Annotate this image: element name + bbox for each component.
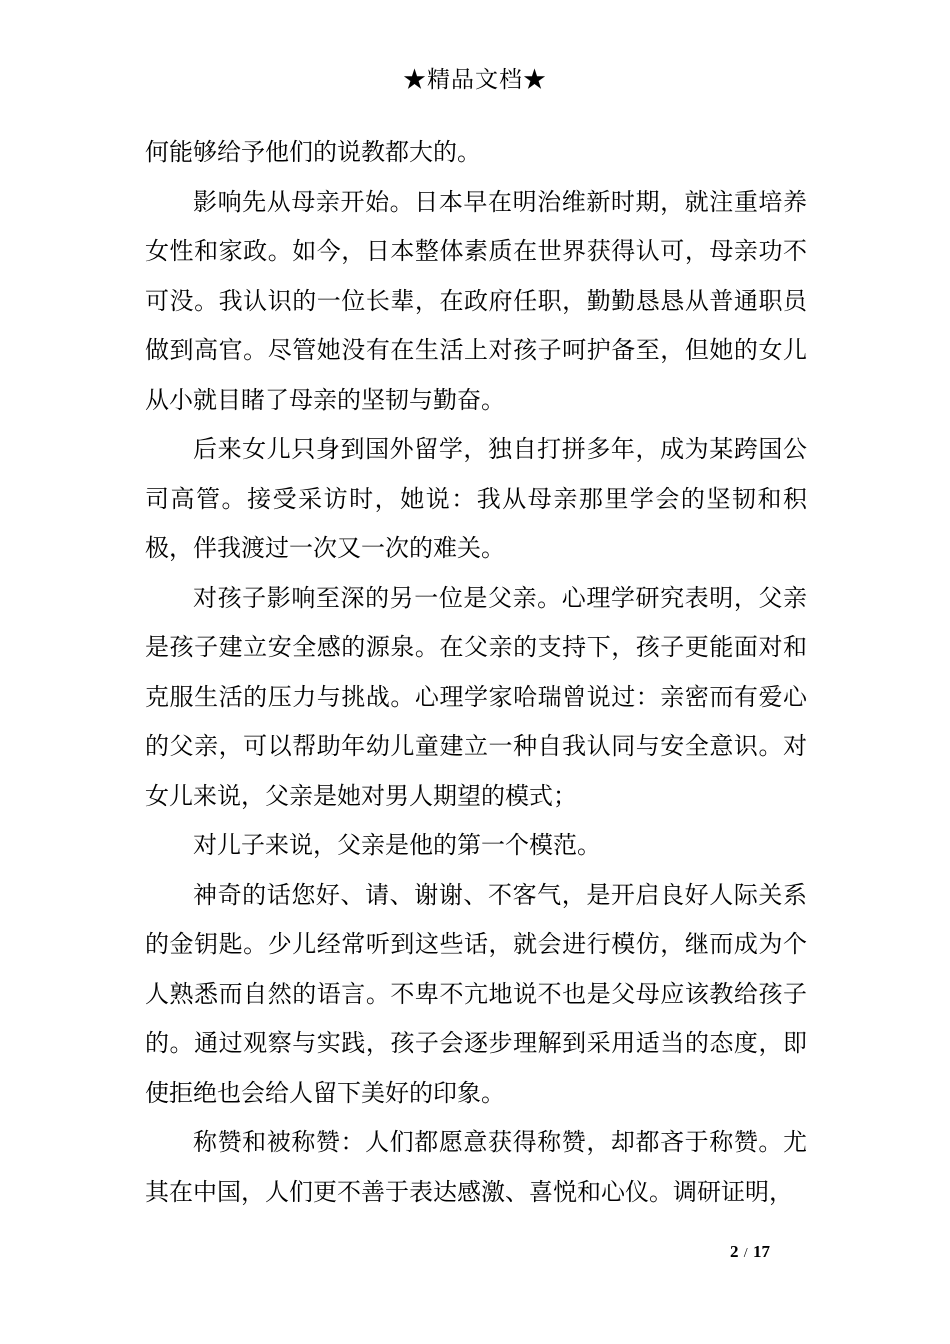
document-body — [145, 128, 807, 1217]
paragraph-5: 对儿子来说，父亲是他的第一个模范。 — [193, 831, 601, 859]
page-header — [0, 62, 950, 98]
header-title: ★精品文档★ — [403, 67, 547, 93]
total-pages: 17 — [752, 1242, 770, 1261]
current-page: 2 — [730, 1242, 739, 1261]
paragraph-1: 何能够给予他们的说教都大的。 — [145, 138, 481, 166]
page-number — [690, 1240, 810, 1266]
paragraph-4: 对孩子影响至深的另一位是父亲。心理学研究表明，父亲是孩子建立安全感的源泉。在父亲的支持下，孩子更能面对和克服生活的压力与挑战。心理学家哈瑞曾说过：亲密而有爱心的父亲，可以帮助年幼儿童建立一种自我认同与安全意识。对女儿来说，父亲是她对男人期望的模式； — [145, 583, 807, 810]
paragraph-2: 影响先从母亲开始。日本早在明治维新时期，就注重培养女性和家政。如今，日本整体素质在世界获得认可，母亲功不可没。我认识的一位长辈，在政府任职，勤勤恳恳从普通职员做到高官。尽管她没有在生活上对孩子呵护备至，但她的女儿从小就目睹了母亲的坚韧与勤奋。 — [145, 187, 807, 414]
paragraph-3: 后来女儿只身到国外留学，独自打拼多年，成为某跨国公司高管。接受采访时，她说：我从母亲那里学会的坚韧和积极，伴我渡过一次又一次的难关。 — [145, 435, 807, 562]
paragraph-7: 称赞和被称赞：人们都愿意获得称赞，却都吝于称赞。尤其在中国，人们更不善于表达感激、喜悦和心仪。调研证明， — [145, 1128, 807, 1206]
paragraph-6: 神奇的话您好、请、谢谢、不客气，是开启良好人际关系的金钥匙。少儿经常听到这些话，就会进行模仿，继而成为个人熟悉而自然的语言。不卑不亢地说不也是父母应该教给孩子的。通过观察与实践，孩子会逐步理解到采用适当的态度，即使拒绝也会给人留下美好的印象。 — [145, 880, 807, 1107]
page-separator: / — [743, 1246, 748, 1261]
